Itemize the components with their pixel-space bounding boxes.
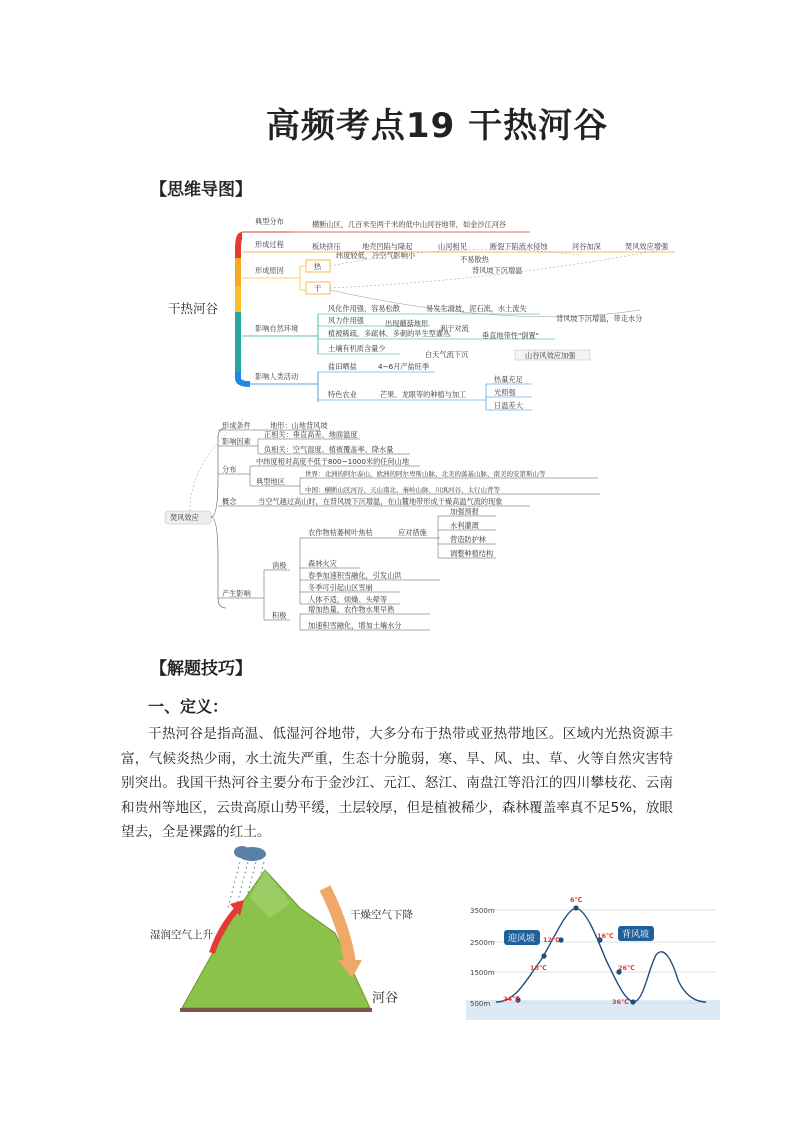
temp-26: 26℃ [618,964,635,972]
mindmap1-b3-note1: 不易散热 [460,255,489,264]
definition-subheading: 一、定义： [148,697,229,716]
mindmap2-factors-label: 影响因素 [222,437,251,446]
definition-paragraph: 干热河谷是指高温、低湿河谷地带，大多分布于热带或亚热带地区。区域内光热资源丰富，气候炎热少雨，水土流失严重，生态十分脆弱，寒、旱、风、虫、草、火等自然灾害特别突出。我国干热河谷主要分布于金沙江、元江、怒江、南盘江等沿江的四川攀枝花、云南和贵州等地区，云贵高原山势平缓，土层较厚，但是植被稀少，森林覆盖率真不足5%，放眼望去，全是裸露的红土。 [121,726,673,840]
mindmap1-b3-dry: 干 [314,284,322,293]
mindmap2-mlist1: 水利灌溉 [450,521,479,530]
temp-12: 12℃ [543,936,560,944]
mindmap2-impact-crop: 农作物枯萎树叶焦枯 [308,528,373,537]
mindmap1-b3-hot: 热 [314,262,322,271]
mindmap1-b3-label: 形成原因 [255,266,284,275]
windward-label: 迎风坡 [508,934,536,944]
mindmap1-b2-step1: 地壳凹陷与隆起 [362,242,413,251]
section-mindmap-heading: 【思维导图】 [150,180,252,200]
mindmap2-poslist1: 加速积雪融化，增加土壤水分 [308,621,402,630]
mindmap2-neglist2: 冬季可引起山区雪崩 [308,583,373,592]
mindmap1-b5-leaf0: 热量充足 [494,375,523,384]
mindmap1-b3-note4: 山谷风效应加强 [525,351,576,360]
mindmap1-b4-item0: 风化作用强，容易松散 [328,304,400,313]
mindmap1-b1-text: 横断山区，几百米至两千米的低中山河谷地带，如金沙江河谷 [312,220,507,229]
mindmap2-root: 焚风效应 [170,513,199,522]
mindmap1-b4-item3: 出现蘑菇地形 [385,319,429,328]
mindmap2-neglist1: 春季加速积雪融化，引发山洪 [308,571,402,580]
mindmap2-poslist0: 增加热量，农作物水果早熟 [308,605,395,614]
mindmap2-neglist3: 人体不适，烦燥、头晕等 [308,595,388,604]
mindmap1-b4-item5: 垂直地带性"倒置" [482,331,539,340]
mindmap1-b5-label: 影响人类活动 [255,372,299,381]
diagram-rise-label: 湿润空气上升 [150,929,213,941]
mindmap1-b5-item2: 特色农业 [328,390,357,399]
diagram-valley-label: 河谷 [372,991,399,1006]
mindmap2-factors-pos: 正相关：垂直高差、地面温度 [264,430,358,439]
mindmap1-b5-item3: 芒果、龙眼等的种植与加工 [380,390,467,399]
temp-16: 16℃ [597,932,614,940]
leeward-label: 背风坡 [622,930,650,940]
mindmap2-mlist0: 加强预报 [450,507,479,516]
alt-2500: 2500m [470,939,495,947]
mindmap1-b4-item2: 风力作用强 [328,316,364,325]
mindmap1-b1-label: 典型分布 [255,217,284,226]
mindmap1-b3-note5: 白天气流下沉 [425,350,469,359]
temp-24: 24℃ [503,995,520,1003]
mindmap2-mlist3: 调整种植结构 [450,549,494,558]
mindmap2-impact-neg: 消极 [272,561,287,570]
mindmap2-formation-label: 形成条件 [222,421,251,430]
temp-36: 36℃ [612,998,629,1006]
mindmap1-b5-leaf1: 光照强 [494,388,516,397]
mindmap2-formation-text: 地形：山地背风坡 [270,421,328,430]
mindmap1-b2-step2: 山河相见 [438,242,467,251]
mindmap2-neglist0: 森林火灾 [308,559,337,568]
mindmap1-b4-item7: 利于对流 [440,324,469,333]
temp-18: 18℃ [530,964,547,972]
section-skills-heading: 【解题技巧】 [150,659,252,679]
foehn-mountain-diagram [140,838,420,1023]
mindmap2-dist-sub: 典型地区 [256,477,285,486]
mindmap-foehn-effect [160,418,620,636]
mindmap1-root: 干热河谷 [168,301,219,316]
alt-500: 500m [470,1000,491,1008]
mindmap1-b2-label: 形成过程 [255,240,284,249]
mindmap2-dist-t1: 中纬度相对高度不低于800~1000米的任何山地 [256,457,410,466]
mindmap2-factors-neg: 负相关：空气湿度、植被覆盖率、降水量 [264,445,394,454]
mindmap1-b2-step3: 断裂下陷流水侵蚀 [490,242,548,251]
mindmap1-b5-item0: 盐田晒盐 [328,362,357,371]
mindmap1-b2-step0: 板块挤压 [312,242,341,251]
page-title: 高频考点19 干热河谷 [265,106,609,146]
temp-6: 6℃ [570,896,583,904]
mindmap2-dist-world: 世界：北洲的阿尔泰山、欧洲的阿尔卑斯山脉、北美的落基山脉、南美的安第斯山等 [305,470,546,478]
mindmap2-concept-label: 概念 [222,497,237,506]
mindmap1-b3-note0: 纬度较低，冷空气影响小 [336,251,416,260]
mindmap1-b5-leaf2: 日温差大 [494,401,523,410]
mindmap2-impact-pos: 积极 [272,611,287,620]
diagram-fall-label: 干燥空气下降 [350,909,413,921]
mindmap2-impact-measures: 应对措施 [398,528,427,537]
mindmap1-b4-item1: 易发生滑坡，泥石流，水土流失 [426,304,527,313]
temperature-profile-diagram [466,890,720,1020]
mindmap2-concept-text: 当空气越过高山时，在背风坡下沉增温，在山麓地带形成干燥高温气流的现象 [258,497,503,506]
mindmap1-b3-note3: 背风坡下沉增温，带走水分 [556,314,643,323]
mindmap1-b4-label: 影响自然环境 [255,324,299,333]
mindmap2-mlist2: 营造防护林 [450,535,486,544]
mindmap2-impact-label: 产生影响 [222,589,251,598]
mindmap1-b4-item6: 土壤有机质含量少 [328,344,386,353]
mindmap2-dist-label: 分布 [222,465,237,474]
mindmap-dry-hot-valley [160,210,690,420]
mindmap1-b5-item1: 4~6月产盐旺季 [378,362,430,371]
mindmap1-b2-step4: 河谷加深 [572,242,601,251]
alt-1500: 1500m [470,969,495,977]
mindmap2-dist-china: 中国：横断山区河谷、天山南北、秦岭山脉、川滇河谷、太行山背等 [305,486,500,494]
mindmap1-b2-step5: 焚风效应增强 [625,242,669,251]
alt-3500: 3500m [470,907,495,915]
mindmap1-b4-item4: 植被稀疏，多疏林、多刺的旱生型灌丛 [328,329,451,338]
mindmap1-b3-note2: 背风坡下沉增温 [472,266,523,275]
